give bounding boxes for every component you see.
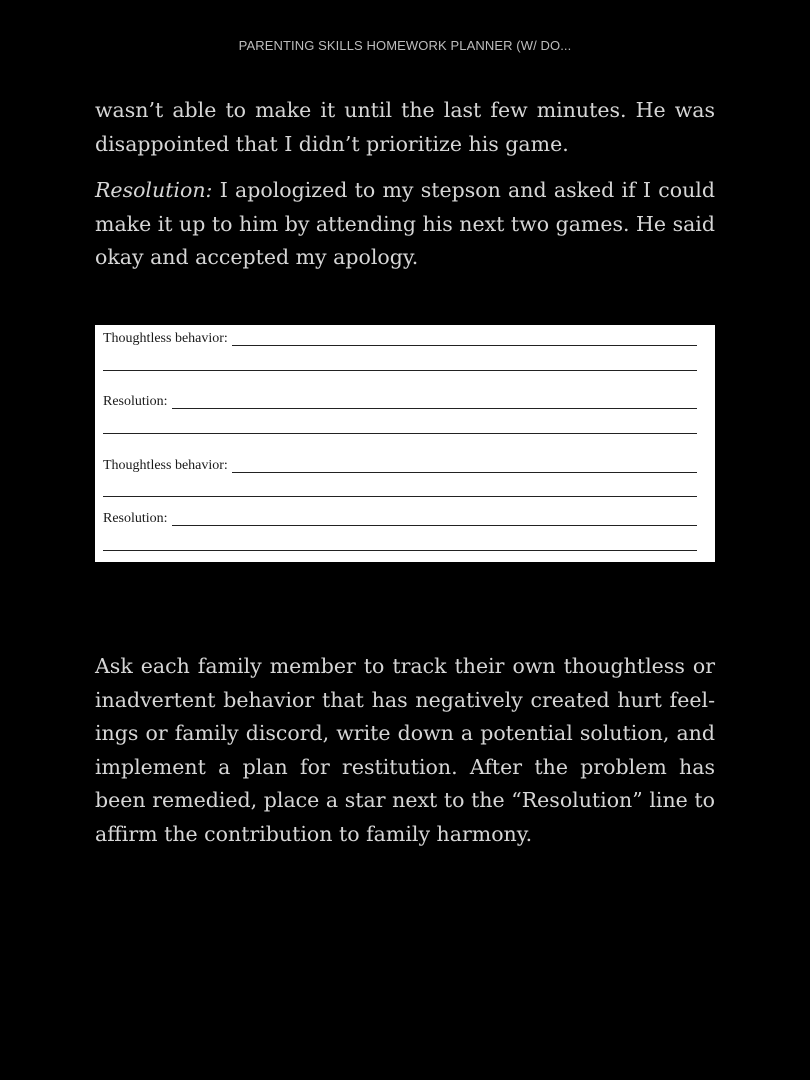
worksheet-row [103,327,697,347]
worksheet-write-line [103,370,697,371]
worksheet-write-line [232,344,697,346]
book-title: PARENTING SKILLS HOMEWORK PLANNER (W/ DO... [238,38,572,53]
worksheet-label-resolution: Resolution: [103,511,168,526]
worksheet-image [95,325,715,562]
worksheet-write-line [103,496,697,497]
worksheet-row [103,454,697,474]
worksheet-write-line [103,433,697,434]
worksheet-label-thoughtless-behavior: Thoughtless behavior: [103,458,228,473]
worksheet-write-line [103,550,697,551]
worksheet-row [103,390,697,410]
resolution-example-text: I apologized to my stepson and asked if I could make it up to him by attending his next two games. He said okay and accepted my apology. [95,178,715,269]
body-paragraph: wasn’t able to make it until the last few minutes. He was disappointed that I didn’t prioritize his game. [95,98,715,156]
worksheet-write-line [232,471,697,473]
resolution-example-label: Resolution: [95,178,213,202]
worksheet-write-line [172,524,697,526]
instructions-paragraph: Ask each family member to track their own thoughtless or inadvertent behavior that has negatively created hurt feel-ings or family discord, write down a potential solution, and implement a plan for restitution. After the problem has been remedied, place a star next to the “Resolution” line to affirm the contribution to family harmony. [95,654,715,846]
worksheet-write-line [172,407,697,409]
worksheet-label-thoughtless-behavior: Thoughtless behavior: [103,331,228,346]
resolution-example-paragraph [95,174,715,275]
worksheet-row [103,507,697,527]
worksheet-label-resolution: Resolution: [103,394,168,409]
